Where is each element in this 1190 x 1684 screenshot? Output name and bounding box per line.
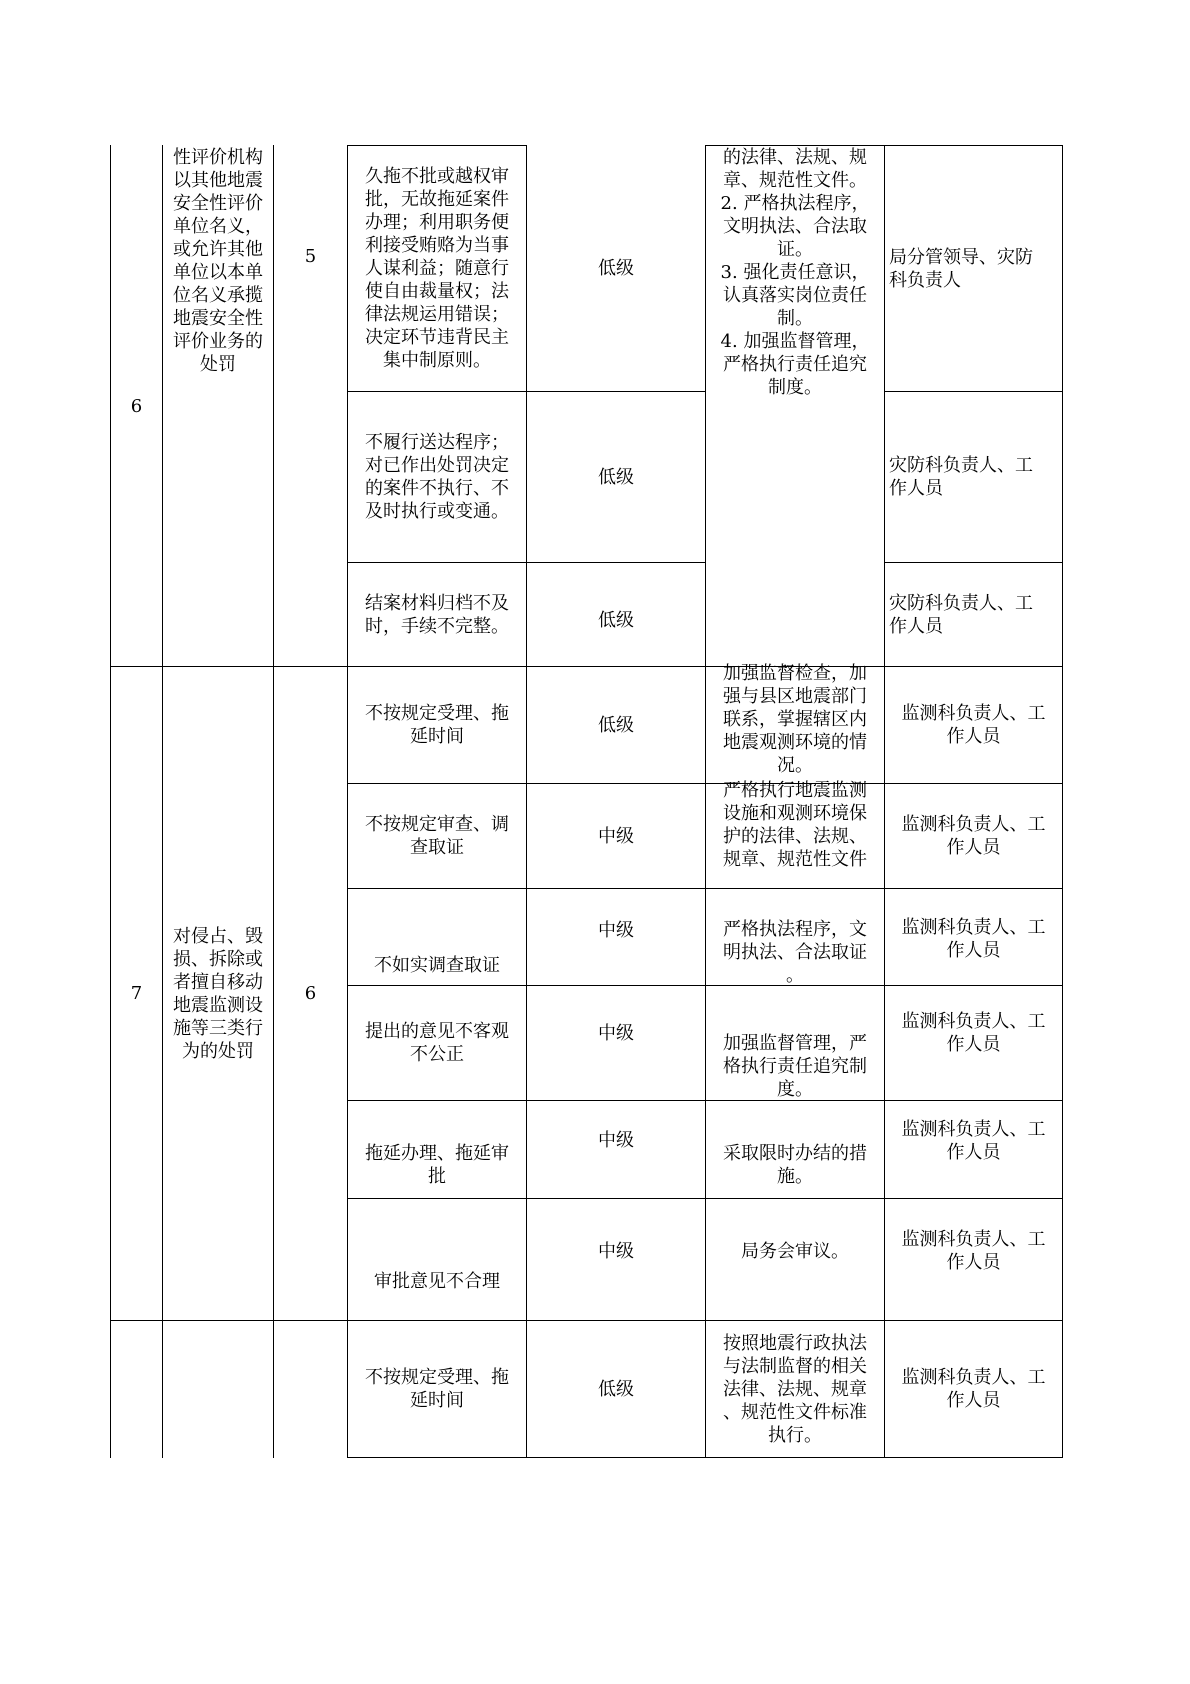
risk-level: 低级	[598, 1378, 634, 1400]
risk-description: 提出的意见不客观 不公正	[365, 1021, 509, 1065]
responsible-person: 灾防科负责人、工 作人员	[889, 455, 1033, 499]
risk-description: 不履行送达程序； 对已作出处罚决定 的案件不执行、不 及时执行或变通。	[365, 432, 509, 522]
responsible-person: 监测科负责人、工 作人员	[901, 1119, 1046, 1163]
prevention-measures: 加强监督管理，严 格执行责任追究制 度。	[723, 1033, 867, 1100]
row-no: 7	[130, 983, 143, 1004]
risk-level: 中级	[598, 1241, 634, 1262]
risk-count: 6	[304, 983, 317, 1004]
prevention-measures: 局务会审议。	[741, 1241, 849, 1262]
risk-description: 不按规定审查、调 查取证	[365, 814, 509, 858]
prevention-measures: 加强监督检查，加 强与县区地震部门 联系，掌握辖区内 地震观测环境的情 况。	[723, 663, 867, 776]
risk-description: 不按规定受理、拖 延时间	[365, 703, 509, 747]
risk-description: 久拖不批或越权审 批，无故拖延案件 办理；利用职务便 利接受贿赂为当事 人谋利益；随意行 使自由裁量权；法 律法规运用错误； 决定环节违背民主 集中制原则。	[365, 166, 509, 371]
risk-count: 5	[304, 245, 317, 267]
prevention-measures: 严格执法程序，文 明执法、合法取证 。	[723, 919, 867, 986]
risk-description: 结案材料归档不及 时，手续不完整。	[365, 592, 509, 637]
prevention-measures: 的法律、法规、规 章、规范性文件。 2. 严格执法程序， 文明执法、合法取 证。 3. 强化责任意识， 认真落实岗位责任 制。 4. 加强监督管理， 严格执行责任追究 制度。	[720, 147, 870, 398]
responsible-person: 灾防科负责人、工 作人员	[889, 592, 1033, 637]
item-name: 性评价机构 以其他地震 安全性评价 单位名义， 或允许其他 单位以本单 位名义承揽 地震安全性 评价业务的 处罚	[173, 147, 263, 375]
responsible-person: 监测科负责人、工 作人员	[901, 1229, 1046, 1273]
risk-description: 不如实调查取证	[374, 955, 500, 976]
responsible-person: 监测科负责人、工 作人员	[901, 917, 1046, 961]
item-name: 对侵占、毁 损、拆除或 者擅自移动 地震监测设 施等三类行 为的处罚	[173, 925, 263, 1062]
risk-level: 中级	[598, 1022, 634, 1044]
prevention-measures: 采取限时办结的措 施。	[723, 1143, 867, 1187]
responsible-person: 局分管领导、灾防 科负责人	[889, 246, 1033, 291]
responsible-person: 监测科负责人、工 作人员	[901, 1011, 1046, 1055]
responsible-person: 监测科负责人、工 作人员	[901, 703, 1046, 747]
risk-level: 中级	[598, 920, 634, 941]
risk-description: 拖延办理、拖延审 批	[365, 1143, 509, 1187]
prevention-measures: 严格执行地震监测 设施和观测环境保 护的法律、法规、 规章、规范性文件	[723, 780, 867, 870]
risk-description: 审批意见不合理	[374, 1271, 500, 1292]
responsible-person: 监测科负责人、工 作人员	[901, 1367, 1046, 1411]
risk-level: 低级	[598, 466, 634, 488]
risk-level: 中级	[598, 825, 634, 847]
risk-level: 低级	[598, 258, 634, 279]
row-no: 6	[130, 395, 143, 417]
prevention-measures: 按照地震行政执法 与法制监督的相关 法律、法规、规章 、规范性文件标准 执行。	[723, 1332, 867, 1446]
risk-level: 低级	[598, 609, 634, 631]
risk-level: 低级	[598, 714, 634, 736]
responsible-person: 监测科负责人、工 作人员	[901, 814, 1046, 858]
risk-level: 中级	[598, 1130, 634, 1151]
risk-description: 不按规定受理、拖 延时间	[365, 1367, 509, 1411]
